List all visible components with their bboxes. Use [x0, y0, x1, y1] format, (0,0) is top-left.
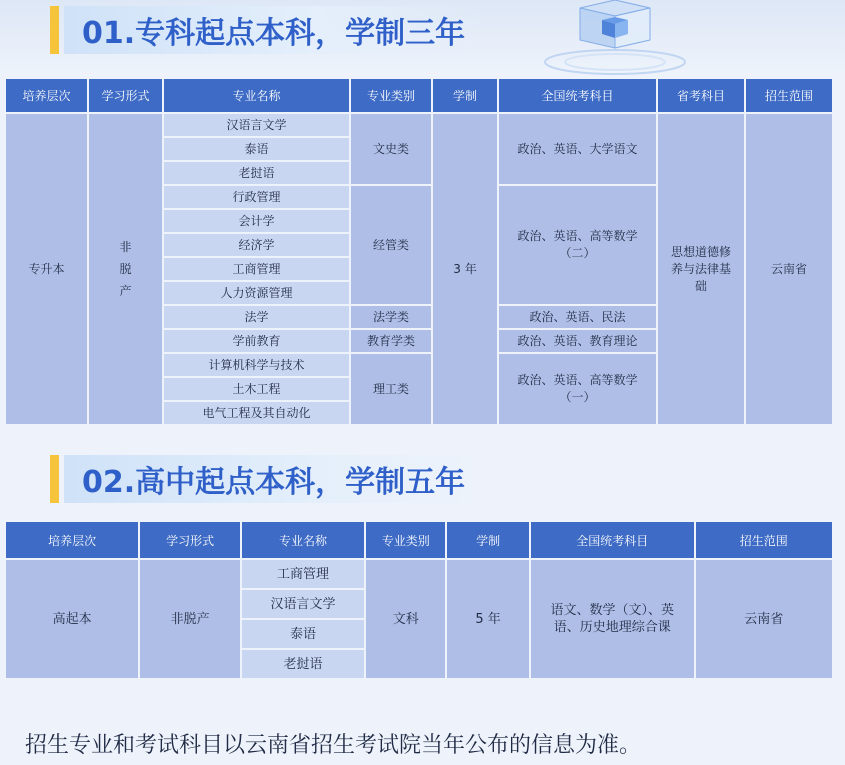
header-national-exam: 全国统考科目: [531, 522, 694, 558]
exam-cell: 政治、英语、高等数学（二）: [499, 186, 656, 304]
major-cell: 人力资源管理: [164, 282, 349, 304]
level-cell: 专升本: [6, 114, 87, 424]
major-cell: 学前教育: [164, 330, 349, 352]
major-cell: 泰语: [242, 620, 364, 648]
form-cell: [89, 114, 162, 424]
category-cell: 文科: [366, 560, 445, 678]
header-scope: 招生范围: [696, 522, 832, 558]
table-header-row: [6, 522, 832, 558]
exam-cell: 政治、英语、高等数学（一）: [499, 354, 656, 424]
major-cell: 电气工程及其自动化: [164, 402, 349, 424]
form-char-1: 非: [119, 240, 132, 254]
section2-table: [4, 520, 834, 680]
major-cell: 经济学: [164, 234, 349, 256]
title-accent-bar: [50, 455, 59, 503]
major-cell: 会计学: [164, 210, 349, 232]
title-accent-bar: [50, 6, 59, 54]
table-row: [6, 114, 832, 136]
provincial-exam-cell: 思想道德修养与法律基础: [658, 114, 744, 424]
exam-cell: 政治、英语、大学语文: [499, 114, 656, 184]
table-header-row: [6, 79, 832, 112]
header-duration: 学制: [447, 522, 528, 558]
section2-title: 02.高中起点本科，学制五年: [64, 455, 483, 503]
section1-title: 01.专科起点本科，学制三年: [64, 6, 483, 54]
duration-cell: 3 年: [433, 114, 497, 424]
major-cell: 工商管理: [164, 258, 349, 280]
exam-cell: 政治、英语、民法: [499, 306, 656, 328]
header-level: 培养层次: [6, 522, 138, 558]
footer-note: 招生专业和考试科目以云南省招生考试院当年公布的信息为准。: [25, 733, 642, 758]
header-national-exam: 全国统考科目: [499, 79, 656, 112]
major-cell: 土木工程: [164, 378, 349, 400]
header-category: 专业类别: [366, 522, 445, 558]
section2-title-block: [50, 455, 490, 503]
scope-cell: 云南省: [746, 114, 832, 424]
major-cell: 行政管理: [164, 186, 349, 208]
major-cell: 计算机科学与技术: [164, 354, 349, 376]
header-scope: 招生范围: [746, 79, 832, 112]
category-cell: 法学类: [351, 306, 431, 328]
exam-cell: 语文、数学（文）、英语、历史地理综合课: [531, 560, 694, 678]
form-cell: 非脱产: [140, 560, 240, 678]
duration-cell: 5 年: [447, 560, 528, 678]
major-cell: 法学: [164, 306, 349, 328]
section1-table: [4, 77, 834, 426]
category-cell: 文史类: [351, 114, 431, 184]
level-cell: 高起本: [6, 560, 138, 678]
header-major: 专业名称: [164, 79, 349, 112]
header-form: 学习形式: [140, 522, 240, 558]
header-duration: 学制: [433, 79, 497, 112]
header-form: 学习形式: [89, 79, 162, 112]
table-row: [6, 560, 832, 588]
major-cell: 汉语言文学: [242, 590, 364, 618]
cube-decoration-icon: [520, 0, 690, 78]
major-cell: 老挝语: [164, 162, 349, 184]
major-cell: 汉语言文学: [164, 114, 349, 136]
header-category: 专业类别: [351, 79, 431, 112]
exam-cell: 政治、英语、教育理论: [499, 330, 656, 352]
header-provincial-exam: 省考科目: [658, 79, 744, 112]
major-cell: 老挝语: [242, 650, 364, 678]
category-cell: 教育学类: [351, 330, 431, 352]
scope-cell: 云南省: [696, 560, 832, 678]
section1-title-block: [50, 6, 490, 54]
form-char-2: 脱: [119, 262, 132, 276]
form-char-3: 产: [119, 284, 132, 298]
category-cell: 经管类: [351, 186, 431, 304]
header-level: 培养层次: [6, 79, 87, 112]
header-major: 专业名称: [242, 522, 364, 558]
major-cell: 工商管理: [242, 560, 364, 588]
major-cell: 泰语: [164, 138, 349, 160]
category-cell: 理工类: [351, 354, 431, 424]
